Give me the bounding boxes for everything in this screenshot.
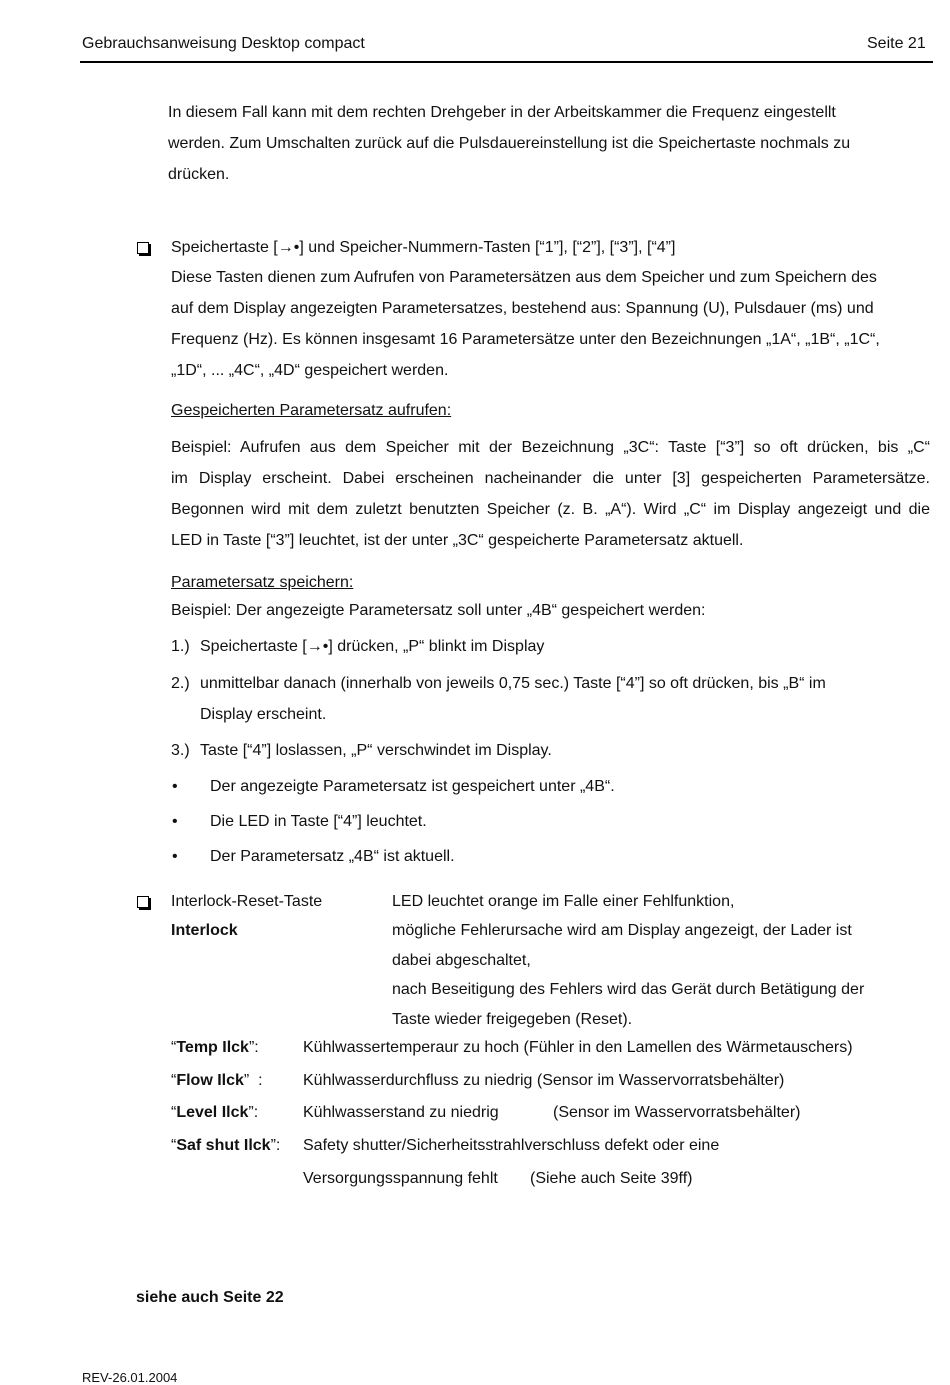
step-number: 2.) [171, 675, 190, 692]
bullet-item: Der angezeigte Parametersatz ist gespeichert unter „4B“. [210, 778, 615, 795]
bullet-item: Der Parametersatz „4B“ ist aktuell. [210, 848, 455, 865]
bullet-icon: • [172, 813, 178, 830]
step-text: Speichertaste [→•] drücken, „P“ blinkt im Display [200, 638, 545, 655]
bullet-icon: • [172, 778, 178, 795]
revision-footer: REV-26.01.2004 [82, 1370, 178, 1385]
interlock-label: Interlock-Reset-Taste [171, 893, 323, 910]
intro-line: In diesem Fall kann mit dem rechten Drehgeber in der Arbeitskammer die Frequenz eingestellt [168, 104, 836, 121]
recall-line: im Display erscheint. Dabei erscheinen nacheinander die unter [3] gespeicherten Parametersätze. [171, 470, 930, 487]
checkbox-bullet-icon [137, 242, 149, 254]
document-title: Gebrauchsanweisung Desktop compact [82, 35, 365, 52]
error-code-page-reference: (Siehe auch Seite 39ff) [530, 1170, 693, 1187]
subheading-recall: Gespeicherten Parametersatz aufrufen: [171, 402, 452, 419]
error-code-description: Kühlwassertemperaur zu hoch (Fühler in den Lamellen des Wärmetauschers) [303, 1039, 853, 1056]
interlock-description: mögliche Fehlerursache wird am Display angezeigt, der Lader ist [392, 922, 852, 939]
header-divider [80, 61, 933, 63]
save-intro: Beispiel: Der angezeigte Parametersatz soll unter „4B“ gespeichert werden: [171, 602, 706, 619]
section-heading-memory: Speichertaste [→•] und Speicher-Nummern-Tasten [“1”], [“2”], [“3”], [“4”] [171, 239, 676, 256]
intro-line: werden. Zum Umschalten zurück auf die Pulsdauereinstellung ist die Speichertaste nochmals zu [168, 135, 851, 152]
page-number: Seite 21 [867, 35, 926, 52]
recall-line: Beispiel: Aufrufen aus dem Speicher mit der Bezeichnung „3C“: Taste [“3”] so oft drücken, bis „C“ [171, 439, 930, 456]
memory-description-line: Diese Tasten dienen zum Aufrufen von Parametersätzen aus dem Speicher und zum Speichern des [171, 269, 877, 286]
interlock-description: dabei abgeschaltet, [392, 952, 531, 969]
memory-description-line: Frequenz (Hz). Es können insgesamt 16 Parametersätze unter den Bezeichnungen „1A“, „1B“, „1C“, [171, 331, 880, 348]
bullet-icon: • [172, 848, 178, 865]
bullet-item: Die LED in Taste [“4”] leuchtet. [210, 813, 427, 830]
interlock-label-bold: Interlock [171, 922, 238, 939]
step-text: unmittelbar danach (innerhalb von jeweils 0,75 sec.) Taste [“4”] so oft drücken, bis „B“ im [200, 675, 826, 692]
step-text: Taste [“4”] loslassen, „P“ verschwindet im Display. [200, 742, 552, 759]
error-code-description-continued: Versorgungsspannung fehlt [303, 1170, 498, 1187]
intro-line: drücken. [168, 166, 230, 183]
interlock-description: LED leuchtet orange im Falle einer Fehlfunktion, [392, 893, 735, 910]
error-code-temp: “Temp Ilck”: [171, 1039, 259, 1056]
error-code-flow: “Flow Ilck” : [171, 1072, 263, 1089]
memory-description-line: auf dem Display angezeigten Parametersatzes, bestehend aus: Spannung (U), Pulsdauer (ms) und [171, 300, 874, 317]
step-number: 1.) [171, 638, 190, 655]
subheading-save: Parametersatz speichern: [171, 574, 354, 591]
error-code-safety-shutter: “Saf shut Ilck”: [171, 1137, 281, 1154]
recall-line: Begonnen wird mit dem zuletzt benutzten Speicher (z. B. „A“). Wird „C“ im Display angezeigt und die [171, 501, 930, 518]
interlock-description: nach Beseitigung des Fehlers wird das Gerät durch Betätigung der [392, 981, 865, 998]
error-code-level: “Level Ilck”: [171, 1104, 259, 1121]
error-code-description-sensor: (Sensor im Wasservorratsbehälter) [553, 1104, 801, 1121]
interlock-description: Taste wieder freigegeben (Reset). [392, 1011, 633, 1028]
error-code-description: Safety shutter/Sicherheitsstrahlverschluss defekt oder eine [303, 1137, 720, 1154]
step-text-continued: Display erscheint. [200, 706, 327, 723]
checkbox-bullet-icon [137, 896, 149, 908]
error-code-description: Kühlwasserdurchfluss zu niedrig (Sensor im Wasservorratsbehälter) [303, 1072, 785, 1089]
memory-description-line: „1D“, ... „4C“, „4D“ gespeichert werden. [171, 362, 449, 379]
recall-line: LED in Taste [“3”] leuchtet, ist der unter „3C“ gespeicherte Parametersatz aktuell. [171, 532, 744, 549]
see-also-reference: siehe auch Seite 22 [136, 1289, 284, 1306]
step-number: 3.) [171, 742, 190, 759]
error-code-description: Kühlwasserstand zu niedrig [303, 1104, 499, 1121]
